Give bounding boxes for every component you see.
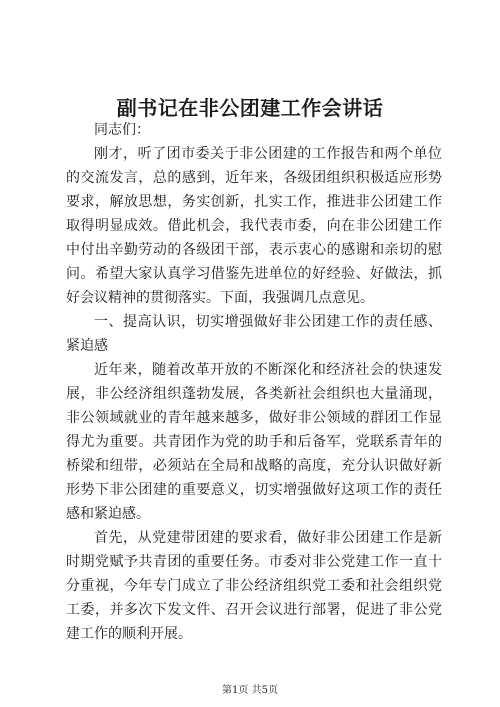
page-number-footer: 第1页 共5页 <box>222 685 278 696</box>
document-body <box>66 118 442 646</box>
paragraph-first-point: 首先，从党建带团建的要求看，做好非公团建工作是新时期党赋予共青团的重要任务。市委对非公党建工作一直十分重视，今年专门成立了非公经济组织党工委和社会组织党工委，并多次下发文件、召开会议进行部署，促进了非公党建工作的顺利开展。 <box>66 530 442 642</box>
section-heading-1: 一、提高认识，切实增强做好非公团建工作的责任感、紧迫感 <box>66 314 442 354</box>
salutation: 同志们： <box>94 122 150 138</box>
document-title: 副书记在非公团建工作会讲话 <box>116 96 384 120</box>
paragraph-background: 近年来，随着改革开放的不断深化和经济社会的快速发展，非公经济组织蓬勃发展，各类新社会组织也大量涌现，非公领域就业的青年越来越多，做好非公领域的群团工作显得尤为重要。共青团作为党的助手和后备军，党联系青年的桥梁和纽带，必须站在全局和战略的高度，充分认识做好新形势下非公团建的重要意义，切实增强做好这项工作的责任感和紧迫感。 <box>66 362 442 522</box>
paragraph-opening: 刚才，听了团市委关于非公团建的工作报告和两个单位的交流发言，总的感到，近年来，各级团组织积极适应形势要求，解放思想，务实创新，扎实工作，推进非公团建工作取得明显成效。借此机会，我代表市委，向在非公团建工作中付出辛勤劳动的各级团干部，表示衷心的感谢和亲切的慰问。希望大家认真学习借鉴先进单位的好经验、好做法，抓好会议精神的贯彻落实。下面，我强调几点意见。 <box>66 146 442 306</box>
